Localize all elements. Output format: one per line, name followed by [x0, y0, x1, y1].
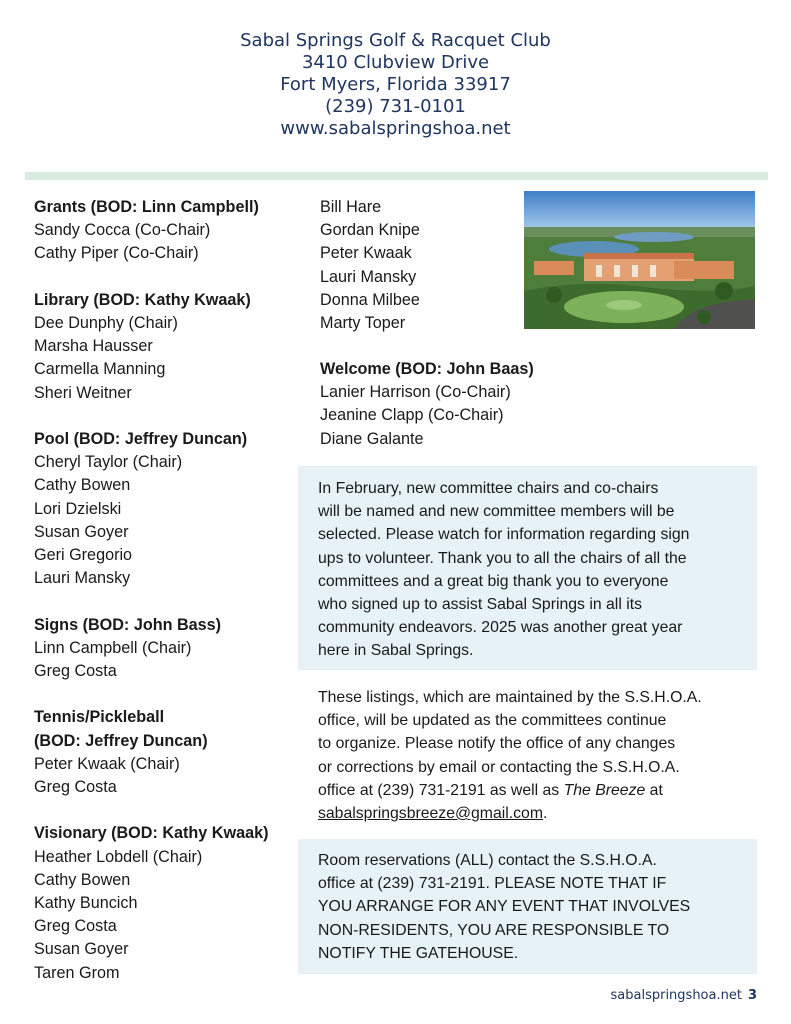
committee-heading: Tennis/Pickleball — [34, 708, 165, 727]
listings-line-contact — [318, 779, 758, 802]
committee-heading: Pool (BOD: Jeffrey Duncan) — [34, 430, 248, 448]
reservation-line: office at (239) 731-2191. PLEASE NOTE THAT IF — [318, 875, 667, 893]
committee-member: Cathy Bowen — [34, 476, 131, 495]
left-committee-column — [34, 196, 304, 1008]
committee-member: Lauri Mansky — [320, 267, 417, 286]
committee-heading: Grants (BOD: Linn Campbell) — [34, 198, 259, 216]
listings-line-email — [318, 802, 758, 825]
listings-line: or corrections by email or contacting the S.S.H.O.A. — [318, 758, 680, 776]
committee-member: Susan Goyer — [34, 940, 129, 959]
committee-member: Geri Gregorio — [34, 546, 133, 565]
footer-site[interactable]: sabalspringshoa.net — [610, 988, 742, 1003]
committee-member: Heather Lobdell (Chair) — [34, 847, 203, 866]
committee-member: Kathy Buncich — [34, 894, 138, 913]
committee-member: Carmella Manning — [34, 360, 166, 379]
committee-member: Sandy Cocca (Co-Chair) — [34, 221, 211, 240]
committee-signs — [34, 614, 304, 684]
committee-library — [34, 289, 304, 405]
committee-member: Lauri Mansky — [34, 569, 131, 588]
committee-member: Marsha Hausser — [34, 337, 153, 356]
clubhouse-photo-graphic — [524, 191, 755, 329]
notice-line: community endeavors. 2025 was another great year — [318, 619, 683, 637]
committee-member: Cheryl Taylor (Chair) — [34, 453, 183, 472]
page-header — [0, 30, 791, 140]
reservation-line: YOU ARRANGE FOR ANY EVENT THAT INVOLVES — [318, 898, 691, 916]
notice-line: ups to volunteer. Thank you to all the chairs of all the — [318, 549, 687, 567]
committee-heading: Library (BOD: Kathy Kwaak) — [34, 290, 251, 309]
club-phone: (239) 731-0101 — [325, 96, 466, 117]
committee-member: Lori Dzielski — [34, 499, 122, 518]
committee-heading: Signs (BOD: John Bass) — [34, 615, 222, 634]
committee-member: Lanier Harrison (Co-Chair) — [320, 383, 511, 402]
publication-name: The Breeze — [563, 781, 646, 799]
committee-pool — [34, 428, 304, 590]
committee-member: Donna Milbee — [320, 290, 420, 309]
committee-member: Greg Costa — [34, 778, 117, 797]
listings-paragraph — [318, 686, 758, 825]
notice-line: who signed up to assist Sabal Springs in all its — [318, 596, 643, 614]
committee-member: Peter Kwaak — [320, 244, 412, 263]
listings-line: These listings, which are maintained by the S.S.H.O.A. — [318, 689, 702, 706]
club-city: Fort Myers, Florida 33917 — [280, 74, 511, 95]
committee-member: Diane Galante — [320, 429, 424, 448]
committee-heading-bod: (BOD: Jeffrey Duncan) — [34, 731, 208, 750]
committee-member: Greg Costa — [34, 662, 117, 681]
middle-committee-column — [320, 196, 520, 335]
listings-text: at — [645, 781, 663, 799]
committee-visionary — [34, 822, 304, 984]
listings-text: . — [543, 805, 548, 823]
committee-member: Bill Hare — [320, 198, 382, 216]
committee-member: Susan Goyer — [34, 522, 129, 541]
reservation-line: NOTIFY THE GATEHOUSE. — [318, 944, 519, 962]
committee-member: Cathy Piper (Co-Chair) — [34, 244, 199, 263]
breeze-email-link[interactable]: sabalspringsbreeze@gmail.com — [318, 805, 544, 823]
page-footer — [611, 988, 758, 1003]
committee-member: Dee Dunphy (Chair) — [34, 314, 178, 332]
committee-member: Gordan Knipe — [320, 221, 420, 240]
listings-line: to organize. Please notify the office of any changes — [318, 735, 676, 753]
page-number: 3 — [747, 988, 757, 1003]
header-divider — [25, 172, 768, 180]
reservation-line: Room reservations (ALL) contact the S.S.H.O.A. — [318, 852, 657, 869]
committee-member: Peter Kwaak (Chair) — [34, 754, 180, 773]
notice-line: In February, new committee chairs and co-chairs — [318, 480, 659, 497]
committee-member: Cathy Bowen — [34, 870, 131, 889]
listings-line: office, will be updated as the committees continue — [318, 712, 667, 730]
committee-member: Marty Toper — [320, 314, 406, 333]
committee-member: Jeanine Clapp (Co-Chair) — [320, 406, 504, 425]
committee-member: Greg Costa — [34, 917, 117, 936]
committee-heading: Visionary (BOD: Kathy Kwaak) — [34, 824, 269, 843]
committee-member: Taren Grom — [34, 963, 120, 982]
clubhouse-aerial-photo — [524, 191, 755, 329]
notice-box — [298, 466, 757, 670]
notice-line: committees and a great big thank you to everyone — [318, 572, 669, 590]
committee-member: Linn Campbell (Chair) — [34, 638, 192, 657]
club-address: 3410 Clubview Drive — [301, 52, 490, 73]
listings-text: office at (239) 731-2191 as well as — [318, 781, 564, 799]
committee-member: Sheri Weitner — [34, 383, 132, 402]
reservation-box — [298, 839, 757, 974]
notice-line: selected. Please watch for information regarding sign — [318, 526, 690, 544]
notice-line: will be named and new committee members will be — [318, 503, 675, 521]
club-website[interactable]: www.sabalspringshoa.net — [280, 118, 511, 139]
committee-welcome — [320, 358, 580, 451]
committee-heading: Welcome (BOD: John Baas) — [320, 360, 534, 378]
committee-grants — [34, 196, 304, 266]
reservation-line: NON-RESIDENTS, YOU ARE RESPONSIBLE TO — [318, 921, 670, 939]
notice-line: here in Sabal Springs. — [318, 642, 474, 660]
committee-tennis-pickleball — [34, 706, 304, 799]
club-name: Sabal Springs Golf & Racquet Club — [240, 30, 551, 51]
